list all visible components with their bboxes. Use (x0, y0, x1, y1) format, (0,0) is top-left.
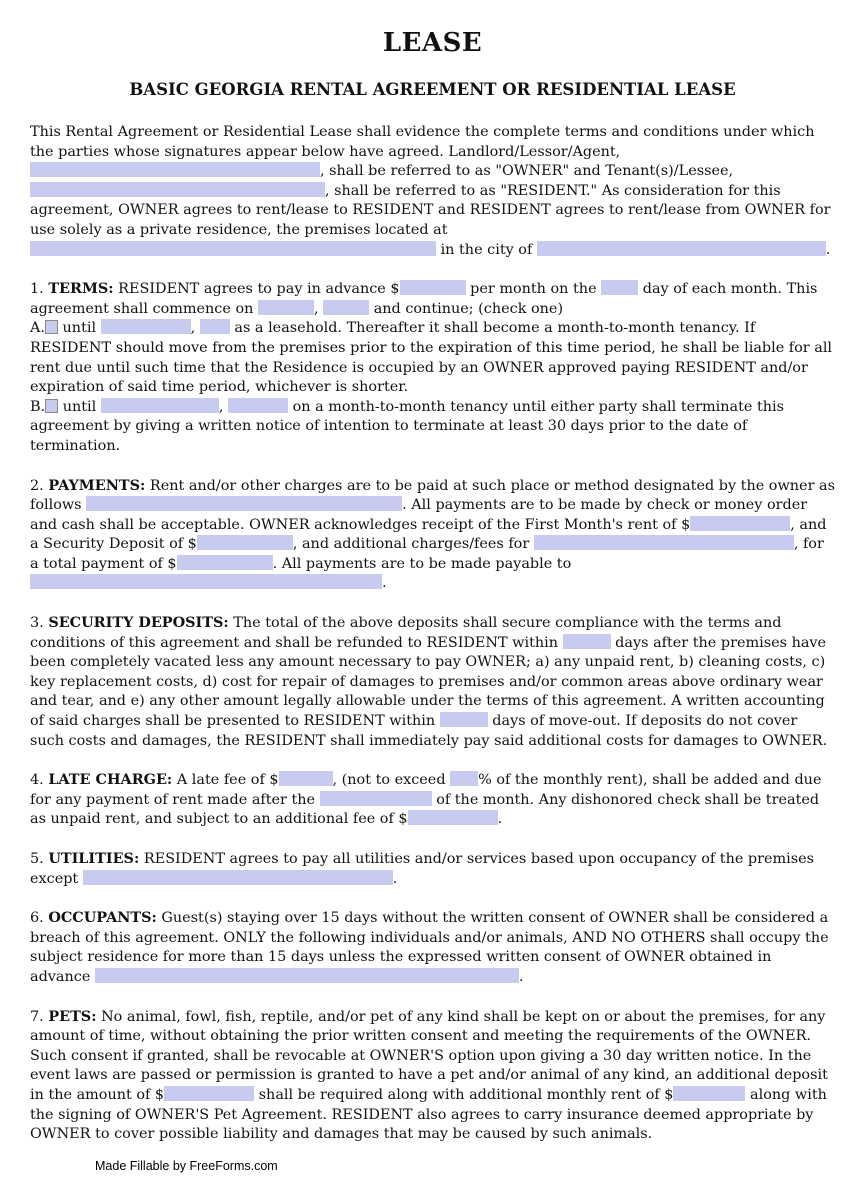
option-a-checkbox[interactable] (45, 320, 58, 334)
text-run: . (825, 241, 831, 258)
section-heading: TERMS: (48, 280, 114, 298)
payable-to-field[interactable] (30, 574, 382, 589)
text-run: as a leasehold. Thereafter it shall become a month-to-month tenancy. If RESIDENT should move from the premises prior to the expiration of this time period, he shall be liable for all rent due until such time that the Residence is occupied by an OWNER approved paying RESIDENT and/or expiration of said time period, whichever is shorter. (30, 320, 833, 396)
section-number: 5. (30, 851, 49, 867)
section-security-deposits (30, 613, 835, 751)
section-occupants (30, 908, 835, 987)
section-number: 2. (30, 477, 49, 494)
section-heading: OCCUPANTS: (48, 909, 157, 927)
text-run: RESIDENT agrees to pay in advance $ (113, 281, 400, 298)
text-run: on a month-to-month tenancy until either party shall terminate this agreement by giving a written notice of intention to terminate at least 30 days prior to the date of termination. (30, 398, 785, 454)
option-b-until-year-field[interactable] (228, 398, 288, 413)
text-run: shall be required along with additional monthly rent of $ (254, 1086, 674, 1103)
refund-days-field[interactable] (563, 634, 611, 649)
text-run: RESIDENT agrees to pay all utilities and/or services based upon occupancy of the premises except (30, 851, 815, 887)
due-day-field[interactable] (601, 280, 638, 295)
section-heading: SECURITY DEPOSITS: (48, 614, 229, 632)
tenant-name-field[interactable] (30, 182, 325, 197)
city-field[interactable] (537, 241, 826, 256)
option-a-until-date-field[interactable] (101, 319, 191, 334)
pet-deposit-field[interactable] (164, 1086, 254, 1101)
text-run: . (382, 575, 387, 592)
text-run: % of the monthly rent), shall be added and due for any payment of rent made after the (30, 772, 822, 808)
text-run: , and additional charges/fees for (292, 536, 534, 553)
text-run: days after the premises have been completely vacated less any amount necessary to pay OWNER; a) any unpaid rent, b) cleaning costs, c) key replacement costs, d) cost for repair of damages to premises and/or common areas above ordinary wear and tear, and e) any other amount legally allowable under the terms of this agreement. A written accounting of said charges shall be presented to RESIDENT within (30, 634, 827, 730)
section-heading: PETS: (48, 1007, 97, 1025)
intro-paragraph (30, 123, 835, 260)
section-payments (30, 476, 835, 595)
text-run: , (313, 300, 324, 317)
section-terms (30, 279, 835, 456)
text-run: along with the signing of OWNER'S Pet Agreement. RESIDENT also agrees to carry insurance deemed appropriate by OWNER to cover possible liability and damages that may be caused by such animals. (30, 1086, 827, 1143)
text-run: , for a total payment of $ (30, 536, 824, 572)
option-b-checkbox[interactable] (45, 399, 58, 413)
section-pets (30, 1007, 835, 1145)
additional-charges-field[interactable] (534, 535, 794, 550)
total-payment-field[interactable] (177, 555, 273, 570)
text-run: The total of the above deposits shall secure compliance with the terms and conditions of this agreement and shall be refunded to RESIDENT within (30, 615, 782, 651)
text-run: , (218, 398, 228, 415)
occupants-consent-field[interactable] (95, 968, 519, 983)
text-run: days of move-out. If deposits do not cover such costs and damages, the RESIDENT shall immediately pay said additional costs for damages to OWNER. (30, 713, 828, 749)
section-number: 7. (30, 1008, 49, 1025)
accounting-days-field[interactable] (440, 712, 488, 727)
commence-year-field[interactable] (323, 300, 369, 315)
text-run: . All payments are to be made by check or money order and cash shall be acceptable. OWNER acknowledges receipt of the First Month's rent of $ (30, 497, 808, 533)
section-heading: UTILITIES: (48, 850, 140, 867)
section-heading: LATE CHARGE: (48, 771, 173, 789)
premises-address-field[interactable] (30, 241, 436, 256)
text-run: No animal, fowl, fish, reptile, and/or pet of any kind shall be kept on or about the premises, for any amount of time, without obtaining the prior written consent and meeting the requirements of the OWNER. Such consent if granted, shall be revocable at OWNER'S option upon giving a 30 day written notice. In the event laws are passed or permission is granted to have a pet and/or animal of any kind, an additional deposit in the amount of $ (30, 1008, 828, 1103)
security-deposit-field[interactable] (197, 535, 293, 550)
text-run: , shall be referred to as "OWNER" and Tenant(s)/Lessee, (320, 163, 734, 180)
text-run: until (57, 320, 101, 337)
text-run: . (392, 870, 398, 887)
text-run: . (518, 968, 524, 985)
section-utilities (30, 849, 835, 889)
text-run: A late fee of $ (172, 772, 279, 789)
dishonored-fee-field[interactable] (408, 810, 498, 825)
late-percent-field[interactable] (450, 771, 478, 786)
first-month-rent-field[interactable] (690, 516, 790, 531)
text-run: Rent and/or other charges are to be paid at such place or method designated by the owner as follows (30, 477, 835, 514)
section-late-charge (30, 770, 835, 830)
text-run: This Rental Agreement or Residential Lease shall evidence the complete terms and conditions under which the parties whose signatures appear below have agreed. Landlord/Lessor/Agent, (30, 124, 815, 160)
text-run: Guest(s) staying over 15 days without the written consent of OWNER shall be considered a breach of this agreement. ONLY the following individuals and/or animals, AND NO OTHERS shall occupy the subject residence for more than 15 days unless the expressed written consent of OWNER obtained in advance (30, 910, 829, 985)
section-number: 6. (30, 910, 49, 927)
option-b-until-date-field[interactable] (101, 398, 219, 413)
text-run: , and a Security Deposit of $ (30, 516, 827, 553)
section-number: 4. (30, 772, 49, 789)
commence-date-field[interactable] (258, 300, 314, 315)
section-number: 3. (30, 615, 49, 632)
option-a-until-year-field[interactable] (200, 319, 230, 334)
text-run: , shall be referred to as "RESIDENT." As consideration for this agreement, OWNER agrees to rent/lease to RESIDENT and RESIDENT agrees to rent/lease from OWNER for use solely as a private residence, the premises located at (30, 182, 831, 238)
page-title: LEASE (382, 28, 483, 58)
text-run: . All payments are to be made payable to (272, 555, 572, 572)
text-run: , (190, 320, 200, 337)
page-subtitle: BASIC GEORGIA RENTAL AGREEMENT OR RESIDENTIAL LEASE (129, 80, 736, 99)
section-number: 1. (30, 281, 49, 298)
rent-amount-field[interactable] (400, 280, 466, 295)
landlord-name-field[interactable] (30, 162, 320, 177)
text-run: per month on the (465, 281, 602, 298)
late-after-day-field[interactable] (320, 791, 432, 806)
text-run: A. (30, 320, 45, 337)
footer-credit: Made Fillable by FreeForms.com (95, 1158, 278, 1173)
text-run: of the month. Any dishonored check shall be treated as unpaid rent, and subject to an additional fee of $ (30, 791, 820, 828)
late-fee-field[interactable] (279, 771, 333, 786)
text-run: and continue; (check one) (369, 300, 564, 317)
text-run: in the city of (436, 241, 537, 258)
utilities-exception-field[interactable] (83, 870, 393, 885)
text-run: day of each month. This agreement shall commence on (30, 281, 818, 317)
text-run: B. (30, 398, 46, 415)
text-run: . (497, 811, 503, 828)
section-heading: PAYMENTS: (48, 476, 146, 494)
text-run: , (not to exceed (332, 772, 451, 789)
text-run: until (58, 398, 101, 415)
payment-place-field[interactable] (86, 496, 402, 511)
pet-monthly-rent-field[interactable] (673, 1086, 745, 1101)
